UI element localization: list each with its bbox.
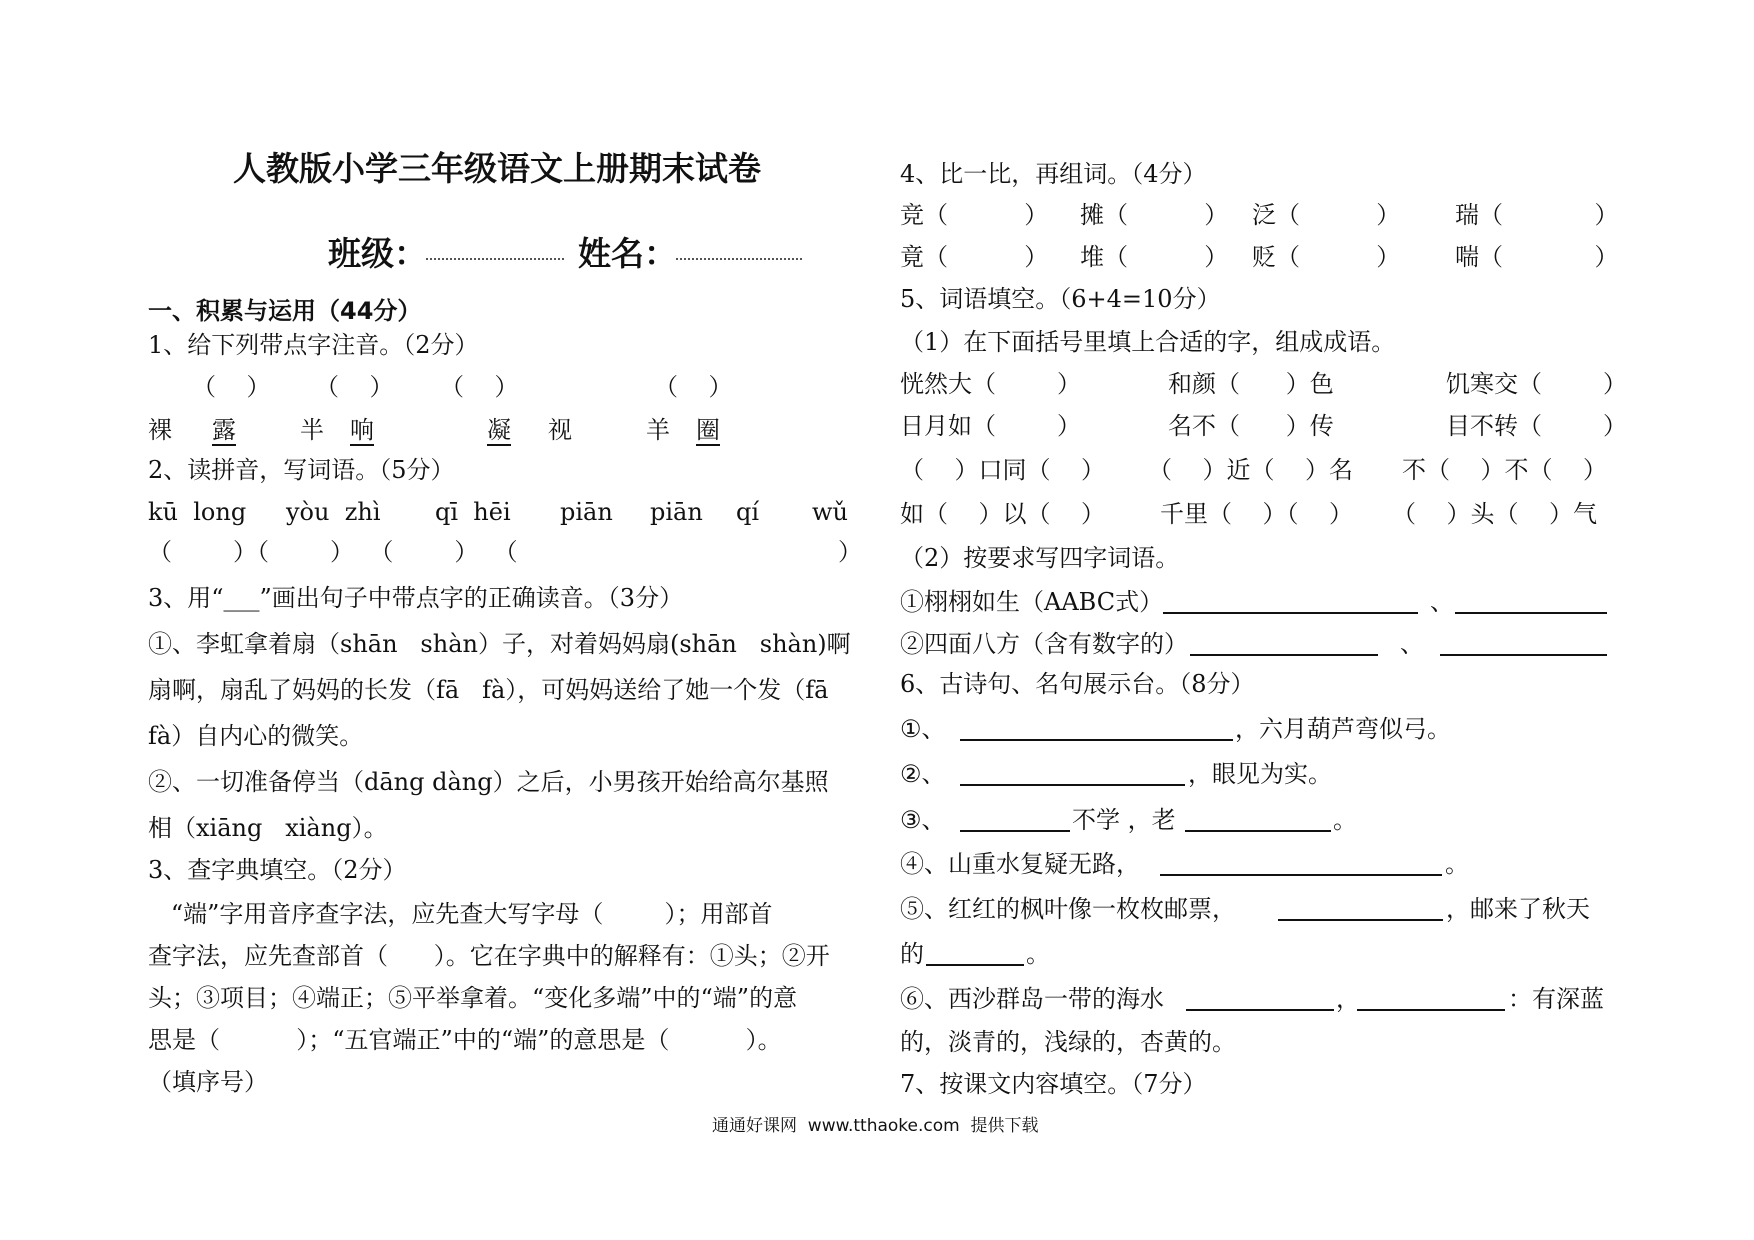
q6-f-pre: ⑥、西沙群岛一带的海水: [900, 985, 1164, 1013]
q6-d-post: 。: [1445, 850, 1469, 878]
q4-cell[interactable]: 堆（ ）: [1080, 243, 1229, 271]
q7-prompt: 7、按课文内容填空。（7分）: [900, 1070, 1207, 1098]
q5-sub1: （1）在下面括号里填上合适的字，组成成语。: [900, 328, 1396, 356]
q1-word: 视: [548, 416, 572, 444]
q5-cell[interactable]: 如（ ）以（ ）: [900, 500, 1106, 528]
q6-f-blank-2[interactable]: [1357, 1009, 1505, 1011]
q5-line2-blank-2[interactable]: [1440, 654, 1607, 656]
q5-line1-sep: 、: [1430, 588, 1454, 616]
q6-f-post: ：有深蓝: [1508, 985, 1604, 1013]
q1-word-dotted: 响: [350, 416, 374, 444]
q4-cell[interactable]: 摊（ ）: [1080, 201, 1229, 229]
q6-e2-pre: 的: [900, 940, 924, 968]
q6-a-pre: ①、: [900, 715, 946, 743]
q1-word-dotted: 圈: [696, 416, 720, 444]
q5-line2-blank-1[interactable]: [1190, 654, 1378, 656]
q3b-line: 思是（ ）；“五官端正”中的“端”的意思是（ ）。: [148, 1026, 782, 1054]
q6-f2: 的，淡青的，浅绿的，杏黄的。: [900, 1028, 1236, 1056]
name-field[interactable]: [676, 258, 802, 260]
q4-cell[interactable]: 喘（ ）: [1455, 243, 1619, 271]
q6-prompt: 6、古诗句、名句展示台。（8分）: [900, 670, 1255, 698]
q5-line2-sep: 、: [1400, 630, 1424, 658]
q5-cell[interactable]: 不（ ）不（ ）: [1402, 456, 1608, 484]
name-label: 姓名：: [578, 234, 677, 273]
q6-e2-post: 。: [1026, 940, 1050, 968]
q3-line: ①、李虹拿着扇（shān shàn）子，对着妈妈扇(shān shàn)啊: [148, 630, 851, 658]
q6-b-pre: ②、: [900, 760, 946, 788]
q4-cell[interactable]: 瑞（ ）: [1455, 201, 1619, 229]
class-label: 班级：: [328, 234, 427, 273]
q6-d-blank[interactable]: [1160, 874, 1442, 876]
q5-cell[interactable]: 日月如（ ）: [900, 412, 1082, 440]
q1-word: 羊: [646, 416, 670, 444]
q3b-prompt: 3、查字典填空。（2分）: [148, 856, 407, 884]
q4-prompt: 4、比一比，再组词。（4分）: [900, 160, 1207, 188]
q3b-line: “端”字用音序查字法，应先查大写字母（ ）；用部首: [148, 900, 773, 928]
q2-pinyin: qī hēi: [435, 498, 511, 526]
q3b-line: （填序号）: [148, 1068, 268, 1096]
q5-cell[interactable]: 饥寒交（ ）: [1446, 370, 1628, 398]
q1-bracket-2[interactable]: （ ）: [315, 373, 394, 401]
q6-e-pre: ⑤、红红的枫叶像一枚枚邮票，: [900, 895, 1236, 923]
q4-cell[interactable]: 贬（ ）: [1252, 243, 1401, 271]
q1-bracket-4[interactable]: （ ）: [654, 373, 733, 401]
q1-word-dotted: 露: [212, 416, 236, 444]
q1-word: 半: [300, 416, 324, 444]
q5-line1-blank-1[interactable]: [1163, 612, 1418, 614]
q5-prompt: 5、词语填空。（6+4=10分）: [900, 285, 1221, 313]
q6-c-blank-1[interactable]: [960, 830, 1070, 832]
q5-sub2: （2）按要求写四字词语。: [900, 544, 1180, 572]
q2-pinyin: wǔ: [812, 498, 848, 526]
q4-cell[interactable]: 竟（ ）: [900, 243, 1049, 271]
q5-cell[interactable]: 千里（ ）（ ）: [1160, 500, 1354, 528]
q6-c-pre: ③、: [900, 806, 946, 834]
q1-prompt: 1、给下列带点字注音。（2分）: [148, 331, 479, 359]
q3-line: 扇啊，扇乱了妈妈的长发（fā fà），可妈妈送给了她一个发（fā: [148, 676, 829, 704]
q5-line1-blank-2[interactable]: [1455, 612, 1607, 614]
q2-blanks[interactable]: （ ）（ ） （ ） （ ）: [148, 538, 863, 566]
q5-cell[interactable]: 和颜（ ）色: [1168, 370, 1334, 398]
q6-a-blank[interactable]: [960, 739, 1233, 741]
q5-cell[interactable]: （ ）口同（ ）: [900, 456, 1106, 484]
q1-bracket-3[interactable]: （ ）: [440, 373, 519, 401]
q1-word-dotted: 凝: [487, 416, 511, 444]
q4-cell[interactable]: 竞（ ）: [900, 201, 1049, 229]
section-1-heading: 一、积累与运用（44分）: [148, 297, 422, 325]
class-field[interactable]: [426, 258, 564, 260]
q6-e-post: ，邮来了秋天: [1446, 895, 1590, 923]
q6-b-blank[interactable]: [960, 784, 1185, 786]
q5-cell[interactable]: （ ）近（ ）名: [1148, 456, 1354, 484]
footer-credit: 通通好课网 www.tthaoke.com 提供下载: [712, 1116, 1039, 1136]
q5-cell[interactable]: （ ）头（ ）气: [1392, 500, 1598, 528]
q3-line: ②、一切准备停当（dāng dàng）之后，小男孩开始给高尔基照: [148, 768, 829, 796]
q6-b-post: ，眼见为实。: [1188, 760, 1332, 788]
q4-cell[interactable]: 泛（ ）: [1252, 201, 1401, 229]
q2-prompt: 2、读拼音，写词语。（5分）: [148, 456, 455, 484]
q3-prompt: 3、用“___”画出句子中带点字的正确读音。（3分）: [148, 584, 684, 612]
q6-c-post: 。: [1333, 806, 1357, 834]
q1-word: 裸: [148, 416, 172, 444]
q6-c-mid: 不学 ，老: [1072, 806, 1176, 834]
q6-f-mid: ，: [1336, 985, 1360, 1013]
q5-cell[interactable]: 恍然大（ ）: [900, 370, 1082, 398]
q5-line1: ①栩栩如生（AABC式）: [900, 588, 1164, 616]
q5-line2: ②四面八方（含有数字的）: [900, 630, 1188, 658]
q2-pinyin: kū long: [148, 498, 247, 526]
q6-e-blank-2[interactable]: [926, 964, 1024, 966]
q5-cell[interactable]: 目不转（ ）: [1446, 412, 1628, 440]
page-title: 人教版小学三年级语文上册期末试卷: [233, 149, 761, 188]
q6-d-pre: ④、山重水复疑无路，: [900, 850, 1140, 878]
q2-pinyin: yòu zhì: [286, 498, 381, 526]
q6-e-blank-1[interactable]: [1278, 919, 1443, 921]
q1-bracket-1[interactable]: （ ）: [192, 373, 271, 401]
q6-f-blank-1[interactable]: [1186, 1009, 1334, 1011]
q6-a-post: ，六月葫芦弯似弓。: [1235, 715, 1451, 743]
q3b-line: 头；③项目；④端正；⑤平举拿着。“变化多端”中的“端”的意: [148, 984, 798, 1012]
q3-line: fà）自内心的微笑。: [148, 722, 364, 750]
q2-pinyin: piān: [560, 498, 613, 526]
q6-c-blank-2[interactable]: [1185, 830, 1331, 832]
q2-pinyin: piān: [650, 498, 703, 526]
q3b-line: 查字法，应先查部首（ ）。它在字典中的解释有：①头；②开: [148, 942, 830, 970]
q2-pinyin: qí: [736, 498, 760, 526]
q3-line: 相（xiāng xiàng）。: [148, 814, 388, 842]
q5-cell[interactable]: 名不（ ）传: [1168, 412, 1334, 440]
